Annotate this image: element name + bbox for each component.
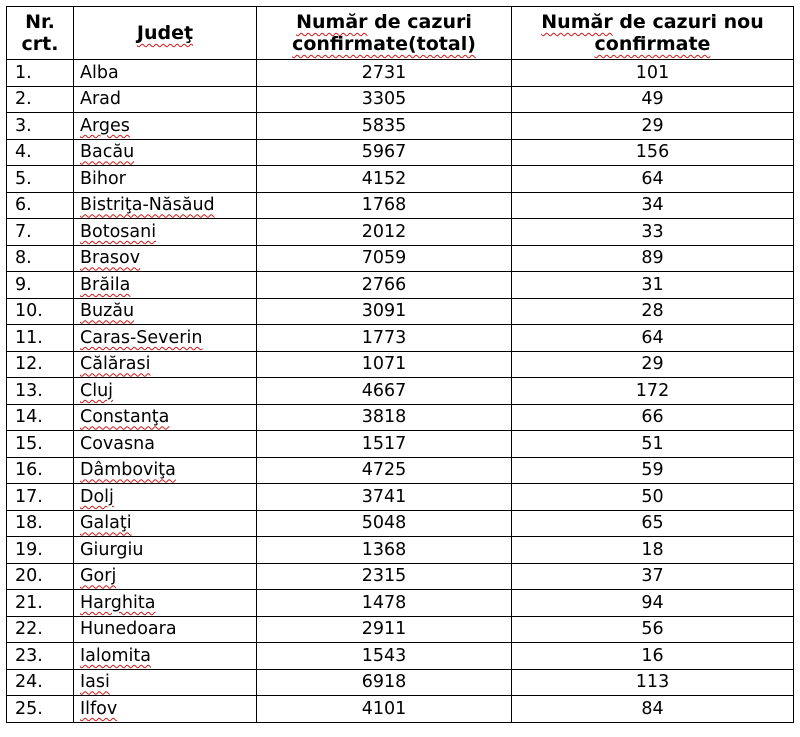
county-name: Bistriţa-Năsăud bbox=[74, 192, 257, 219]
row-number: 5. bbox=[7, 166, 74, 193]
county-name: Bacău bbox=[74, 139, 257, 166]
new-confirmed-cell: 31 bbox=[512, 272, 794, 299]
header-nr-crt: Nr. crt. bbox=[7, 7, 74, 60]
row-number: 20. bbox=[7, 563, 74, 590]
table-row bbox=[7, 404, 794, 431]
table-row bbox=[7, 351, 794, 378]
county-name: Dolj bbox=[74, 484, 257, 511]
total-confirmed-cell: 4101 bbox=[257, 696, 512, 723]
row-number: 12. bbox=[7, 351, 74, 378]
total-confirmed-cell: 2731 bbox=[257, 60, 512, 87]
county-name: Ialomita bbox=[74, 643, 257, 670]
new-confirmed-cell: 89 bbox=[512, 245, 794, 272]
county-name: Gorj bbox=[74, 563, 257, 590]
table-row bbox=[7, 696, 794, 723]
total-confirmed-cell: 4152 bbox=[257, 166, 512, 193]
row-number: 10. bbox=[7, 298, 74, 325]
total-confirmed-cell: 2012 bbox=[257, 219, 512, 246]
new-confirmed-cell: 56 bbox=[512, 616, 794, 643]
new-confirmed-cell: 51 bbox=[512, 431, 794, 458]
table-row bbox=[7, 643, 794, 670]
total-confirmed-cell: 5048 bbox=[257, 510, 512, 537]
new-confirmed-cell: 28 bbox=[512, 298, 794, 325]
county-name: Covasna bbox=[74, 431, 257, 458]
table-row bbox=[7, 86, 794, 113]
total-confirmed-cell: 2315 bbox=[257, 563, 512, 590]
row-number: 3. bbox=[7, 113, 74, 140]
table-row bbox=[7, 298, 794, 325]
total-confirmed-cell: 1478 bbox=[257, 590, 512, 617]
table-body bbox=[7, 60, 794, 723]
county-name: Brasov bbox=[74, 245, 257, 272]
table-row bbox=[7, 166, 794, 193]
new-confirmed-cell: 49 bbox=[512, 86, 794, 113]
table-row bbox=[7, 378, 794, 405]
total-confirmed-cell: 1517 bbox=[257, 431, 512, 458]
row-number: 15. bbox=[7, 431, 74, 458]
county-name: Cluj bbox=[74, 378, 257, 405]
new-confirmed-cell: 156 bbox=[512, 139, 794, 166]
total-confirmed-cell: 1768 bbox=[257, 192, 512, 219]
total-confirmed-cell: 7059 bbox=[257, 245, 512, 272]
table-row bbox=[7, 616, 794, 643]
row-number: 2. bbox=[7, 86, 74, 113]
new-confirmed-cell: 84 bbox=[512, 696, 794, 723]
county-name: Alba bbox=[74, 60, 257, 87]
table-row bbox=[7, 272, 794, 299]
county-name: Bihor bbox=[74, 166, 257, 193]
header-judet: Judeţ bbox=[74, 7, 257, 60]
county-name: Harghita bbox=[74, 590, 257, 617]
new-confirmed-cell: 34 bbox=[512, 192, 794, 219]
table-row bbox=[7, 219, 794, 246]
county-name: Călărasi bbox=[74, 351, 257, 378]
row-number: 23. bbox=[7, 643, 74, 670]
new-confirmed-cell: 101 bbox=[512, 60, 794, 87]
county-name: Arad bbox=[74, 86, 257, 113]
total-confirmed-cell: 1071 bbox=[257, 351, 512, 378]
table-row bbox=[7, 484, 794, 511]
total-confirmed-cell: 5835 bbox=[257, 113, 512, 140]
county-name: Ilfov bbox=[74, 696, 257, 723]
new-confirmed-cell: 64 bbox=[512, 166, 794, 193]
county-name: Iasi bbox=[74, 669, 257, 696]
row-number: 6. bbox=[7, 192, 74, 219]
row-number: 21. bbox=[7, 590, 74, 617]
table-row bbox=[7, 245, 794, 272]
new-confirmed-cell: 65 bbox=[512, 510, 794, 537]
county-name: Brăila bbox=[74, 272, 257, 299]
table-row bbox=[7, 457, 794, 484]
total-confirmed-cell: 1543 bbox=[257, 643, 512, 670]
header-new-confirmed: Număr de cazuri nou confirmate bbox=[512, 7, 794, 60]
new-confirmed-cell: 37 bbox=[512, 563, 794, 590]
total-confirmed-cell: 4667 bbox=[257, 378, 512, 405]
total-confirmed-cell: 4725 bbox=[257, 457, 512, 484]
new-confirmed-cell: 29 bbox=[512, 351, 794, 378]
county-name: Giurgiu bbox=[74, 537, 257, 564]
total-confirmed-cell: 6918 bbox=[257, 669, 512, 696]
total-confirmed-cell: 2911 bbox=[257, 616, 512, 643]
table-row bbox=[7, 192, 794, 219]
row-number: 1. bbox=[7, 60, 74, 87]
new-confirmed-cell: 16 bbox=[512, 643, 794, 670]
row-number: 9. bbox=[7, 272, 74, 299]
row-number: 25. bbox=[7, 696, 74, 723]
row-number: 16. bbox=[7, 457, 74, 484]
total-confirmed-cell: 3741 bbox=[257, 484, 512, 511]
row-number: 22. bbox=[7, 616, 74, 643]
header-total-confirmed: Număr de cazuri confirmate(total) bbox=[257, 7, 512, 60]
table-row bbox=[7, 510, 794, 537]
new-confirmed-cell: 172 bbox=[512, 378, 794, 405]
total-confirmed-cell: 3818 bbox=[257, 404, 512, 431]
county-name: Buzău bbox=[74, 298, 257, 325]
table-row bbox=[7, 590, 794, 617]
county-name: Galaţi bbox=[74, 510, 257, 537]
new-confirmed-cell: 29 bbox=[512, 113, 794, 140]
county-name: Caras-Severin bbox=[74, 325, 257, 352]
new-confirmed-cell: 113 bbox=[512, 669, 794, 696]
row-number: 18. bbox=[7, 510, 74, 537]
row-number: 19. bbox=[7, 537, 74, 564]
row-number: 13. bbox=[7, 378, 74, 405]
total-confirmed-cell: 2766 bbox=[257, 272, 512, 299]
new-confirmed-cell: 33 bbox=[512, 219, 794, 246]
total-confirmed-cell: 1368 bbox=[257, 537, 512, 564]
county-name: Dâmboviţa bbox=[74, 457, 257, 484]
table-row bbox=[7, 563, 794, 590]
new-confirmed-cell: 18 bbox=[512, 537, 794, 564]
new-confirmed-cell: 50 bbox=[512, 484, 794, 511]
table-row bbox=[7, 669, 794, 696]
table-header bbox=[7, 7, 794, 60]
row-number: 17. bbox=[7, 484, 74, 511]
new-confirmed-cell: 94 bbox=[512, 590, 794, 617]
table-row bbox=[7, 325, 794, 352]
county-name: Botosani bbox=[74, 219, 257, 246]
new-confirmed-cell: 64 bbox=[512, 325, 794, 352]
total-confirmed-cell: 1773 bbox=[257, 325, 512, 352]
total-confirmed-cell: 5967 bbox=[257, 139, 512, 166]
covid-cases-table bbox=[6, 6, 794, 723]
row-number: 11. bbox=[7, 325, 74, 352]
table-row bbox=[7, 431, 794, 458]
total-confirmed-cell: 3091 bbox=[257, 298, 512, 325]
row-number: 24. bbox=[7, 669, 74, 696]
row-number: 8. bbox=[7, 245, 74, 272]
table-row bbox=[7, 60, 794, 87]
row-number: 14. bbox=[7, 404, 74, 431]
county-name: Constanţa bbox=[74, 404, 257, 431]
row-number: 4. bbox=[7, 139, 74, 166]
row-number: 7. bbox=[7, 219, 74, 246]
county-name: Arges bbox=[74, 113, 257, 140]
county-name: Hunedoara bbox=[74, 616, 257, 643]
header-row bbox=[7, 7, 794, 60]
table-row bbox=[7, 537, 794, 564]
new-confirmed-cell: 59 bbox=[512, 457, 794, 484]
table-row bbox=[7, 139, 794, 166]
new-confirmed-cell: 66 bbox=[512, 404, 794, 431]
table-row bbox=[7, 113, 794, 140]
total-confirmed-cell: 3305 bbox=[257, 86, 512, 113]
